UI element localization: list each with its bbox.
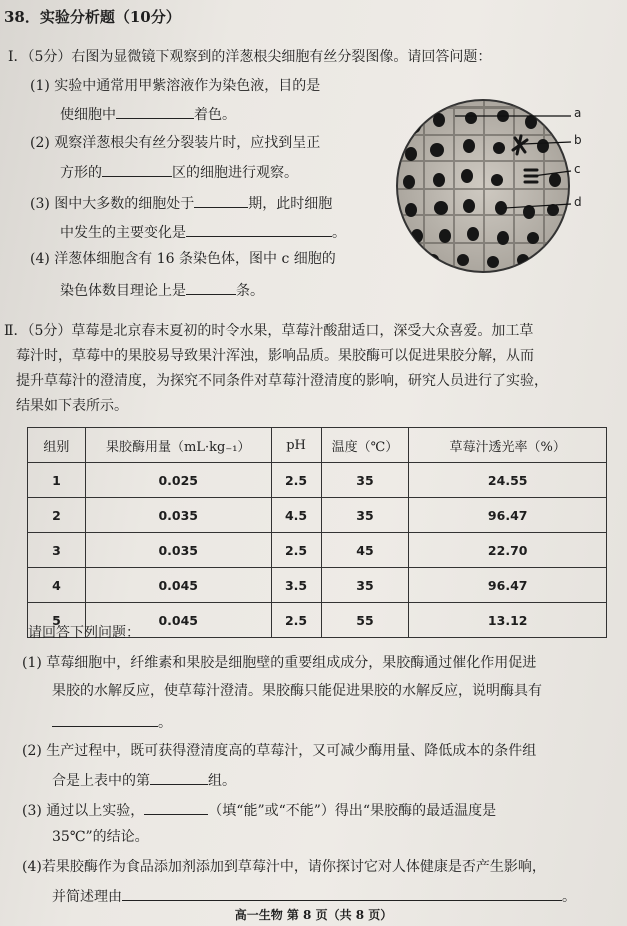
question-header: 38．实验分析题（10分） xyxy=(4,8,181,26)
cell-ph: 4.5 xyxy=(271,498,321,533)
part1-q2-post: 区的细胞进行观察。 xyxy=(172,165,298,181)
figure-label-d: d xyxy=(574,195,582,209)
cell-transmittance: 13.12 xyxy=(409,603,607,638)
part1-intro: Ⅰ．（5分）右图为显微镜下观察到的洋葱根尖细胞有丝分裂图像。请回答问题： xyxy=(8,49,492,65)
cell-dose: 0.035 xyxy=(85,498,271,533)
cell-group: 3 xyxy=(28,533,86,568)
cell-transmittance: 96.47 xyxy=(409,498,607,533)
header-group: 组别 xyxy=(28,428,86,463)
table-row xyxy=(28,533,607,568)
figure-label-a: a xyxy=(574,106,582,120)
table-row xyxy=(28,463,607,498)
cell-temp: 35 xyxy=(321,498,409,533)
part1-q3b-pre: 中发生的主要变化是 xyxy=(60,225,186,241)
part1-q4-line2 xyxy=(60,280,264,300)
part2-q3-post: （填“能”或“不能”）得出“果胶酶的最适温度是 xyxy=(208,803,497,819)
results-table xyxy=(27,427,607,638)
part2-q1-line1: (1) 草莓细胞中，纤维素和果胶是细胞壁的重要组成成分，果胶酶通过催化作用促进 xyxy=(22,655,537,671)
part2-q3-line2: 35℃”的结论。 xyxy=(52,829,149,845)
cell-group: 4 xyxy=(28,568,86,603)
cell-temp: 35 xyxy=(321,568,409,603)
part1-q1-pre: 使细胞中 xyxy=(60,107,116,123)
part2-q4-line2 xyxy=(52,886,576,906)
cell-group: 1 xyxy=(28,463,86,498)
figure-label-b: b xyxy=(574,133,582,147)
cell-temp: 35 xyxy=(321,463,409,498)
part2-q1-line2: 果胶的水解反应，使草莓汁澄清。果胶酶只能促进果胶的水解反应，说明酶具有 xyxy=(52,683,542,699)
cell-transmittance: 22.70 xyxy=(409,533,607,568)
answer-blank[interactable] xyxy=(144,800,208,815)
part2-q3-line1 xyxy=(22,800,496,820)
cell-group: 5 xyxy=(28,603,86,638)
cell-dose: 0.025 xyxy=(85,463,271,498)
part2-q2-line1: (2) 生产过程中，既可获得澄清度高的草莓汁，又可减少酶用量、降低成本的条件组 xyxy=(22,743,537,759)
part1-q3-pre: (3) 图中大多数的细胞处于 xyxy=(30,196,195,212)
cell-dose: 0.045 xyxy=(85,568,271,603)
part2-q4-post: 。 xyxy=(562,889,576,905)
part2-q2-post: 组。 xyxy=(208,773,236,789)
header-ph: pH xyxy=(271,428,321,463)
part2-intro-line1: Ⅱ．（5分）草莓是北京春末夏初的时令水果，草莓汁酸甜适口，深受大众喜爱。加工草 xyxy=(4,323,534,339)
part1-q3-post: 期，此时细胞 xyxy=(248,196,333,212)
part2-intro-line4: 结果如下表所示。 xyxy=(16,398,128,414)
header-temperature: 温度（℃） xyxy=(321,428,409,463)
part2-q3-pre: (3) 通过以上实验， xyxy=(22,803,145,819)
part1-q1-line2 xyxy=(60,104,236,124)
cell-temp: 45 xyxy=(321,533,409,568)
part1-q3b-post: 。 xyxy=(332,225,346,241)
part1-q2-line1: (2) 观察洋葱根尖有丝分裂装片时，应找到呈正 xyxy=(30,135,321,151)
answer-blank[interactable] xyxy=(116,104,194,119)
answer-blank[interactable] xyxy=(102,162,172,177)
micrograph-figure xyxy=(393,96,582,276)
table-row xyxy=(28,568,607,603)
part2-prompt: 请回答下列问题： xyxy=(28,625,140,641)
part2-q4-line1: (4)若果胶酶作为食品添加剂添加到草莓汁中，请你探讨它对人体健康是否产生影响， xyxy=(22,859,546,875)
answer-blank[interactable] xyxy=(186,222,332,237)
figure-label-c: c xyxy=(574,162,581,176)
header-transmittance: 草莓汁透光率（%） xyxy=(409,428,607,463)
answer-blank[interactable] xyxy=(52,712,158,727)
part2-q1-post: 。 xyxy=(158,715,172,731)
part1-q1-post: 着色。 xyxy=(194,107,236,123)
cell-ph: 2.5 xyxy=(271,533,321,568)
cell-ph: 2.5 xyxy=(271,463,321,498)
part1-q3-line1 xyxy=(30,193,332,213)
cell-dose: 0.035 xyxy=(85,533,271,568)
cell-dose: 0.045 xyxy=(85,603,271,638)
part1-q2-pre: 方形的 xyxy=(60,165,102,181)
cell-transmittance: 96.47 xyxy=(409,568,607,603)
part2-intro-line2: 莓汁时，草莓中的果胶易导致果汁浑浊，影响品质。果胶酶可以促进果胶分解，从而 xyxy=(16,348,534,364)
cell-group: 2 xyxy=(28,498,86,533)
answer-blank[interactable] xyxy=(122,886,562,901)
answer-blank[interactable] xyxy=(150,770,208,785)
part1-q2-line2 xyxy=(60,162,298,182)
table-header-row xyxy=(28,428,607,463)
cell-temp: 55 xyxy=(321,603,409,638)
cell-transmittance: 24.55 xyxy=(409,463,607,498)
page-footer: 高一生物 第 8 页（共 8 页） xyxy=(234,908,393,922)
cell-ph: 2.5 xyxy=(271,603,321,638)
part2-q2-line2 xyxy=(52,770,236,790)
part1-q4-pre: 染色体数目理论上是 xyxy=(60,283,186,299)
cell-ph: 3.5 xyxy=(271,568,321,603)
part1-q1-line1: (1) 实验中通常用甲紫溶液作为染色液，目的是 xyxy=(30,78,321,94)
part2-q2-pre: 合是上表中的第 xyxy=(52,773,150,789)
table-row xyxy=(28,498,607,533)
part1-q4-line1: (4) 洋葱体细胞含有 16 条染色体，图中 c 细胞的 xyxy=(30,251,336,267)
answer-blank[interactable] xyxy=(186,280,236,295)
part1-q4-post: 条。 xyxy=(236,283,264,299)
part2-q4-pre: 并简述理由 xyxy=(52,889,122,905)
part1-q3-line2 xyxy=(60,222,346,242)
answer-blank[interactable] xyxy=(194,193,248,208)
part2-intro-line3: 提升草莓汁的澄清度，为探究不同条件对草莓汁澄清度的影响，研究人员进行了实验， xyxy=(16,373,548,389)
part2-q1-line3 xyxy=(52,712,172,732)
onion-root-cells-image xyxy=(393,96,573,276)
header-enzyme-dose: 果胶酶用量（mL·kg₋₁） xyxy=(85,428,271,463)
